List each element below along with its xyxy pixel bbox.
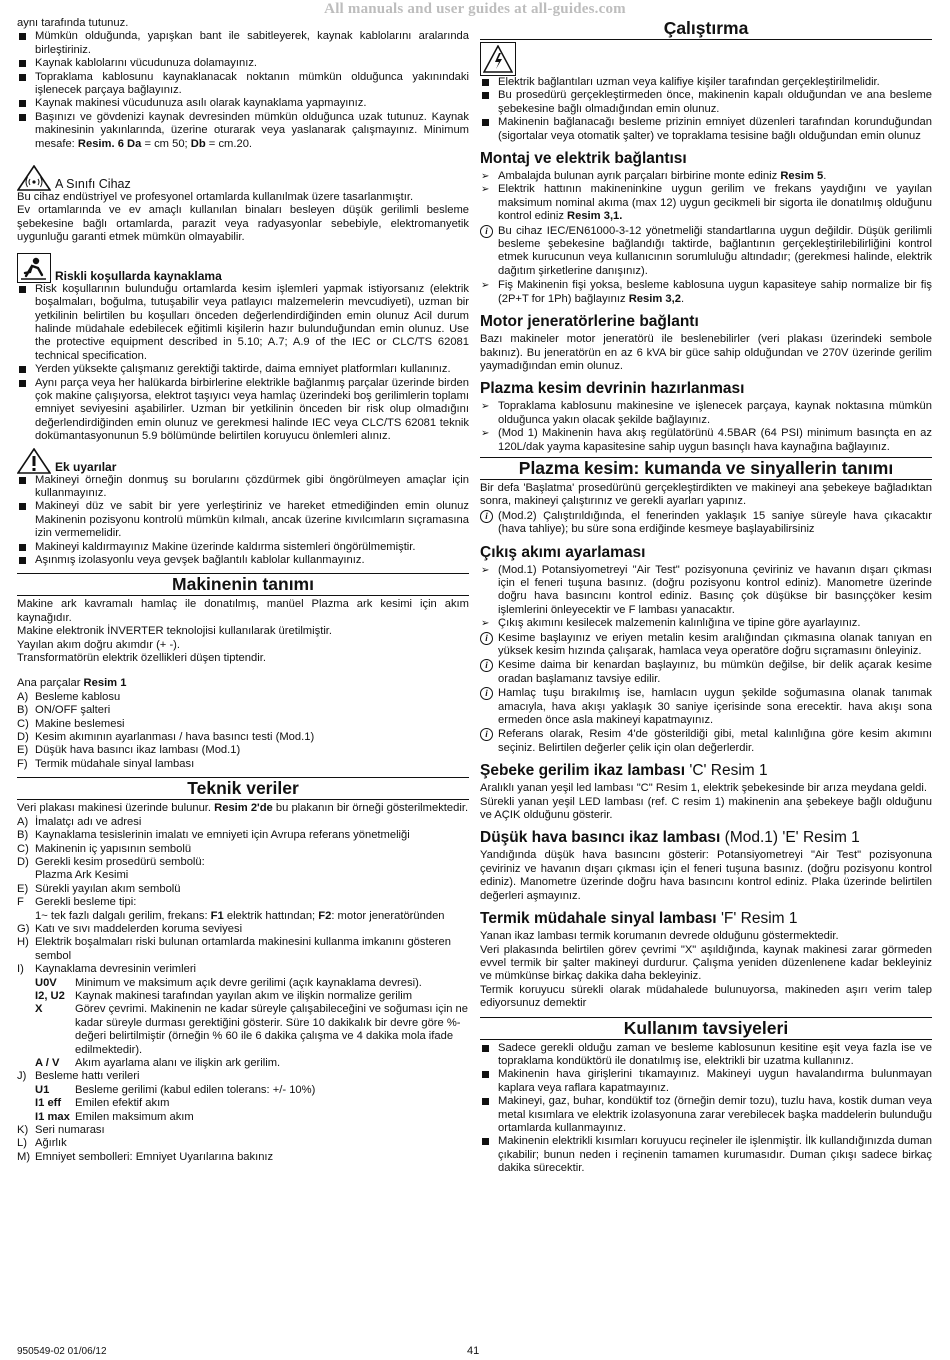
c-lamp-title: Şebeke gerilim ikaz lambası 'C' Resim 1 [480, 762, 768, 780]
tech-intro: Veri plakası makinesi üzerinde bulunur. Resim 2'de bu plakanın bir örneği gösterilmektedir. [17, 802, 469, 815]
machine-line: Makine ark kavramalı hamlaç ile donatılmış, manüel Plazma ark kesimi için akım kaynağıdır. [17, 598, 469, 624]
document-code: 950549-02 01/06/12 [17, 1346, 107, 1357]
circuit-definitions [17, 977, 469, 1071]
info-icon: i [480, 510, 493, 523]
list-item: ➢ Topraklama kablosunu makinesine ve işlenecek parçaya, kaynak noktasına mümkün olduğunca yakın olacak şekilde bağlayınız. [480, 400, 932, 427]
bullet-list-1 [17, 30, 469, 151]
definition-row: X Görev çevrimi. Makinenin ne kadar süreyle çalışabileceğini ve soğuması için ne kadar süreyle durması gerektiğini gösterir. Süre 10 dakikalık bir devre göre %-değeri belirtilmiştir (örneğin % 60 ile 6 dakika çalışma ve 4 dakika mola ifade edilmektedir). [35, 1003, 468, 1056]
electric-shock-icon [480, 42, 516, 76]
watermark: All manuals and user guides at all-guides.com [324, 1, 626, 17]
definition-row: I2, U2 Kaynak makinesi tarafından yayılan akım ve ilişkin normalize gerilim [35, 989, 413, 1002]
usage-section-title: Kullanım tavsiyeleri [480, 1017, 932, 1040]
prep-list [480, 400, 932, 454]
definition-row: U1 Besleme gerilimi (kabul edilen tolerans: +/- 10%) [35, 1083, 316, 1096]
f-lamp-paragraph: Termik koruyucu sürekli olarak müdahalede bulunuyorsa, makineden aşırı verim talep ediyorsunuz demektir [480, 983, 932, 1010]
list-item: ➢ Ambalajda bulunan ayrık parçaları birbirine monte ediniz Resim 5. [480, 170, 932, 183]
list-item: H) Elektrik boşalmaları riski bulunan ortamlarda makinesini kullanma imkanını gösteren sembol [17, 936, 451, 962]
output-list [480, 564, 932, 631]
c-lamp-paragraph: Sürekli yanan yeşil LED lambası (ref. C resim 1) makinenin ana şebekeye bağlı olduğunu ve AÇIK olduğunu gösterir. [480, 795, 932, 822]
risk-heading [17, 253, 469, 283]
list-item: Risk koşullarının bulunduğu ortamlarda kesim işlemleri yapmak istiyorsanız (elektrik boşalmaları, boğulma, tutuşabilir veya patlayıcı malzemelerin mevcudiyeti), uzman bir yetkilinin belirtilen bu koşulları önceden değerlendirdiğinden emin olunuz Acil durum halinde müdahale edebilecek eğitimli kişilerin hazır bulunduğundan emin olunuz. Use the protective equipment described in 5.10; A.7; A.9 of the IEC or CLC/TS 62081 technical specification. [17, 283, 469, 363]
mount-list-2 [480, 279, 932, 306]
list-item: Makineyi, gaz, buhar, kondüktif toz (örneğin demir tozu), tuzlu hava, kostik duman veya metal kısımlara ve elektrik izolasyonuna zarar verebilecek başka maddelerin bulunduğu ortamlarda kullanmayınız. [480, 1095, 932, 1135]
e-lamp-paragraph: Yandığında düşük hava basıncını gösterir: Potansiyometreyi "Air Test" pozisyonuna çeviriniz ve havanın dışarı çıkması için el feneri tuşuna basınız. (doğru pozisyonu kontrol ediniz). Manometre üzerinde doğru hava basıncını kontrol ediniz. Plaka üzerinde belirtilen değerleri aşmayınız. [480, 849, 932, 902]
list-item: G) Katı ve sıvı maddelerden koruma seviyesi [17, 922, 243, 935]
list-item: L) Ağırlık [17, 1137, 67, 1150]
list-item: ➢ (Mod.1) Potansiyometreyi "Air Test" pozisyonuna çeviriniz ve havanın dışarı çıkması için el feneri tuşuna basınız. (doğru pozisyonu kontrol ediniz). Manometre üzerinde doğru hava basıncını kontrol ediniz. Basınç çok düşükse bir basınççöker kesim işlemlerini önleyecektir ve F lambası yanacaktır. [480, 564, 932, 618]
command-info: i (Mod.2) Çalıştırıldığında, el fenerinden yaklaşık 15 saniye süreyle hava çıkacaktır (hava tahliye); bu süre sona erdiğinde kesmeye başlayabilirsiniz [480, 510, 932, 537]
info-icon: i [480, 728, 493, 741]
definition-row: I1 eff Emilen efektif akım [35, 1097, 170, 1110]
definition-row: U0V Minimum ve maksimum açık devre gerilimi (açık kaynaklama devresi). [35, 976, 422, 989]
list-item: Aynı parça veya her halükarda birbirlerine elektrikle bağlanmış parçalar üzerinde birden çok makine çalışıyorsa, elektrot taşıyıcı veya hamlaç üzerindeki boş gerilimlerin toplamı emniyet seviyesini aşabilirler. Uzman bir yetkilinin önceden bir risk olup olmadığını değerlendirdiğinden emin olunuz ve gerekmesi halinde IEC veya CLC/TS 62081 teknik dokümantasyonunun 5.9 bölümünde belirtilen koruyucu önlemleri alınız. [17, 377, 469, 444]
list-item: K) Seri numarası [17, 1124, 105, 1137]
output-info: i Hamlaç tuşu bırakılmış ise, hamlacın uygun şekilde soğumasına olanak tanımak amacıyla, hava akışı yaklaşık 30 saniye içerisinde sona erecektir. hava akışı sona ermeden önce asla makineyi kapatmayınız. [480, 687, 932, 727]
tech-list [17, 816, 469, 977]
list-item: Aşınmış izolasyonlu veya gevşek bağlantılı kablolar kullanmayınız. [17, 554, 469, 567]
operation-section-title: Çalıştırma [480, 18, 932, 40]
list-item: Sadece gerekli olduğu zaman ve besleme kablosunun kesitine eşit veya fazla ise ve topraklama kondüktörü ile donatılmış ise, elektrikli bir uzatma kullanınız. [480, 1042, 932, 1069]
f-lamp-paragraph: Veri plakasında belirtilen görev çevrimi "X" aşıldığında, kaynak makinesi zarar görmeden evvel termik bir şalter makineyi durdurur. Çalışma yeniden düzenlenene kadar bekleyiniz ve mümkünse birkaç dakika daha bekleyiniz. [480, 943, 932, 983]
page-number: 41 [467, 1345, 480, 1357]
operation-list [480, 76, 932, 143]
list-item: Topraklama kablosunu kaynaklanacak noktanın mümkün olduğunca yakınındaki işlenecek parçaya bağlayınız. [17, 71, 469, 98]
mount-list [480, 170, 932, 224]
class-a-paragraph-2: Ev ortamlarında ve ev amaçlı kullanılan binaları besleyen düşük gerilimli besleme şebekesine bağlı ortamlarda, parazit veya radyasyonlar sebebiyle, elektromanyetik uygunluğu garanti etmek mümkün olmayabilir. [17, 204, 469, 244]
info-icon: i [480, 225, 493, 238]
output-info: i Kesime başlayınız ve eriyen metalin kesim aralığından çıkmasına olanak tanıyan en yüksek kesim hızında çalışarak, hamlaca veya operatöre doğru sıçramasını önleyiniz. [480, 632, 932, 659]
e-lamp-title: Düşük hava basıncı ikaz lambası (Mod.1) 'E' Resim 1 [480, 829, 860, 847]
extra-title: Ek uyarılar [55, 459, 117, 474]
machine-section-title: Makinenin tanımı [17, 573, 469, 596]
list-item: Makinenin hava girişlerini tıkamayınız. Makineyi uygun havalandırma bulunmayan kaplara veya raflara kapatmayınız. [480, 1068, 932, 1095]
list-item: ➢ (Mod 1) Makinenin hava akış regülatörünü 4.5BAR (64 PSI) minimum basınçta en az 120L/dak yayma kapasitesine sahip uygun basınçlı hava kaynağına bağlayınız. [480, 427, 932, 454]
list-item: A) İmalatçı adı ve adresi [17, 815, 142, 828]
list-item: E) Sürekli yayılan akım sembolü [17, 882, 181, 895]
list-item: E) Düşük hava basıncı ikaz lambası (Mod.1) [17, 744, 241, 757]
list-item: A) Besleme kablosu [17, 690, 121, 703]
list-item: Makinenin bağlanacağı besleme prizinin emniyet düzenleri tarafından korunduğundan (sigortalar veya otomatik şalter) ve topraklama tesisine bağlı olduğundan emin olunuz [480, 116, 932, 143]
definition-row: I1 max Emilen maksimum akım [35, 1110, 194, 1123]
list-item: Makineyi düz ve sabit bir yere yerleştiriniz ve hareket etmediğinden emin olunuz Makinenin pozisyonu kontrolü mümkün kılmalı, ancak üzerine kıvılcımların sıçramasına izin vermemelidir. [17, 500, 469, 540]
intro-line: aynı tarafında tutunuz. [17, 17, 129, 29]
motor-paragraph: Bazı makineler motor jeneratörü ile beslenebilirler (veri plakası üzerindeki sembole bakınız). Bu jeneratörün en az 6 kVA bir güce sahip olduğundan ve 270V üzerinde gerilim yaymadığından emin olunuz. [480, 333, 932, 372]
mount-info: i Bu cihaz IEC/EN61000-3-12 yönetmeliği standartlarına uygun değildir. Düşük gerilimli besleme şebekesine bağlandığı taktirde, bağlantının gerçekleştirilebilirliğini kontrol etmek kurucunun veya kullanıcının sorumluluğu altındadır; (gerekmesi halinde, elektrik dağıtım şirketlerine danışınız). [480, 225, 932, 279]
radio-warning-icon [17, 165, 51, 191]
list-item: Mümkün olduğunda, yapışkan bant ile sabitleyerek, kaynak kablolarını aralarında birleştiriniz. [17, 30, 469, 57]
machine-line: Transformatörün elektrik özellikleri düşen tiptendir. [17, 652, 266, 665]
machine-line: Yayılan akım doğru akımdır (+ -). [17, 638, 180, 651]
list-item: Kaynak makinesi vücudunuza asılı olarak kaynaklama yapmayınız. [17, 97, 469, 110]
motor-title: Motor jeneratörlerine bağlantı [480, 313, 699, 331]
list-item: J) Besleme hattı verileri [17, 1070, 140, 1083]
f-lamp-title: Termik müdahale sinyal lambası 'F' Resim 1 [480, 910, 798, 928]
tech-list-k [17, 1124, 469, 1164]
list-item: C) Makine beslemesi [17, 717, 125, 730]
mount-title: Montaj ve elektrik bağlantısı [480, 150, 687, 168]
list-item: Plazma Ark Kesimi [35, 869, 129, 882]
list-item: ➢ Fiş Makinenin fişi yoksa, besleme kablosuna uygun kapasiteye sahip normalize bir fiş (2P+T for 1Ph) bağlayınız Resim 3,2. [480, 279, 932, 306]
list-item: D) Kesim akımının ayarlanması / hava basıncı testi (Mod.1) [17, 731, 315, 744]
info-icon: i [480, 687, 493, 700]
output-info: i Kesime daima bir kenardan başlayınız, bu mümkün değilse, bir delik açarak kesime oradan başlamanız tavsiye edilir. [480, 659, 932, 686]
list-item: Yerden yüksekte çalışmanız gerektiği taktirde, daima emniyet platformları kullanınız. [17, 363, 469, 376]
list-item: Başınızı ve gövdenizi kaynak devresinden mümkün olduğunca uzak tutunuz. Kaynak makinesinin yakınlarında, üzerine oturarak veya yaslanarak çalışmayınız. Minimum mesafe: Resim. 6 Da = cm 50; Db = cm.20. [17, 111, 469, 151]
prep-title: Plazma kesim devrinin hazırlanması [480, 380, 745, 398]
list-item: F Gerekli besleme tipi: [17, 896, 137, 909]
operation-warning [480, 42, 932, 76]
f-lamp-paragraph: Yanan ikaz lambası termik korumanın devrede olduğunu göstermektedir. [480, 930, 839, 943]
list-item: M) Emniyet sembolleri: Emniyet Uyarılarına bakınız [17, 1150, 274, 1163]
class-a-paragraph-1: Bu cihaz endüstriyel ve profesyonel ortamlarda kullanılmak üzere tasarlanmıştır. [17, 191, 414, 204]
extra-list [17, 474, 469, 568]
list-item: Bu prosedürü gerçekleştirmeden önce, makinenin kapalı olduğundan ve ana besleme şebekesine bağlı olmadığından emin olunuz. [480, 89, 932, 116]
list-item: ➢ Elektrik hattının makineninkine uygun gerilim ve frekans yaydığını ve yayılan maksimum nominal akıma (max 12) uygun gecikmeli bir sigorta ile donatılmış olduğunu kontrol ediniz Resim 3,1. [480, 183, 932, 223]
list-item: 1~ tek fazlı dalgalı gerilim, frekans: F1 elektrik hattından; F2: motor jeneratöründen [35, 909, 445, 922]
info-icon: i [480, 632, 493, 645]
list-item: F) Termik müdahale sinyal lambası [17, 757, 195, 770]
class-a-heading [17, 165, 469, 191]
left-column [17, 17, 469, 1164]
tech-list-j [17, 1070, 469, 1083]
tech-section-title: Teknik veriler [17, 777, 469, 800]
supply-definitions [17, 1084, 469, 1124]
list-item: Makineyi örneğin donmuş su borularını çözdürmek gibi öngörülmeyen amaçlar için kullanmayınız. [17, 474, 469, 501]
list-item: I) Kaynaklama devresinin verimleri [17, 963, 197, 976]
list-item: D) Gerekli kesim prosedürü sembolü: [17, 855, 205, 868]
parts-list [17, 691, 469, 771]
list-item: Makineyi kaldırmayınız Makine üzerinde kaldırma sistemleri öngörülmemiştir. [17, 541, 469, 554]
list-item: Makinenin elektrikli kısımları koruyucu reçineler ile işlenmiştir. İlk kullandığınızda duman çıkabilir; bunun neden i reçinenin tamamen kurumasıdır. Duman çıkışı sadece birkaç dakika sürecektir. [480, 1135, 932, 1175]
list-item: ➢ Çıkış akımını kesilecek malzemenin kalınlığına ve tipine göre ayarlayınız. [480, 617, 932, 630]
output-info: i Referans olarak, Resim 4'de gösterildiği gibi, metal kalınlığına göre kesim akımını seçiniz. Belirtilen değerler çelik için olan değerlerdir. [480, 728, 932, 755]
extra-heading [17, 448, 469, 474]
command-paragraph: Bir defa 'Başlatma' prosedürünü gerçekleştirdikten ve makineyi ana şebekeye bağladıktan sonra, makineyi çalıştırınız ve gerekli ayarları yapınız. [480, 481, 932, 508]
info-icon: i [480, 659, 493, 672]
list-item: Kaynak kablolarını vücudunuza dolamayınız. [17, 57, 469, 70]
class-a-title: A Sınıfı Cihaz [55, 177, 131, 192]
list-item: C) Makinenin iç yapısının sembolü [17, 842, 192, 855]
output-title: Çıkış akımı ayarlaması [480, 543, 646, 561]
definition-row: A / V Akım ayarlama alanı ve ilişkin ark gerilim. [35, 1057, 281, 1069]
list-item: Elektrik bağlantıları uzman veya kalifiye kişiler tarafından gerçekleştirilmelidir. [480, 76, 932, 89]
risk-title: Riskli koşullarda kaynaklama [55, 268, 222, 283]
risk-person-icon [17, 253, 51, 283]
usage-list [480, 1042, 932, 1176]
list-item: B) ON/OFF şalteri [17, 704, 111, 717]
list-item: B) Kaynaklama tesislerinin imalatı ve emniyeti için Avrupa referans yönetmeliği [17, 829, 410, 842]
c-lamp-paragraph: Aralıklı yanan yeşil led lambası "C" Resim 1, elektrik şebekesinde bir arıza meydana geldi. [480, 782, 927, 795]
command-section-title: Plazma kesim: kumanda ve sinyallerin tanımı [480, 457, 932, 480]
right-column [480, 18, 932, 1176]
machine-line: Makine elektronik İNVERTER teknolojisi kullanılarak üretilmiştir. [17, 625, 333, 638]
parts-intro: Ana parçalar Resim 1 [17, 677, 127, 690]
risk-list [17, 283, 469, 444]
exclamation-warning-icon [17, 448, 51, 474]
